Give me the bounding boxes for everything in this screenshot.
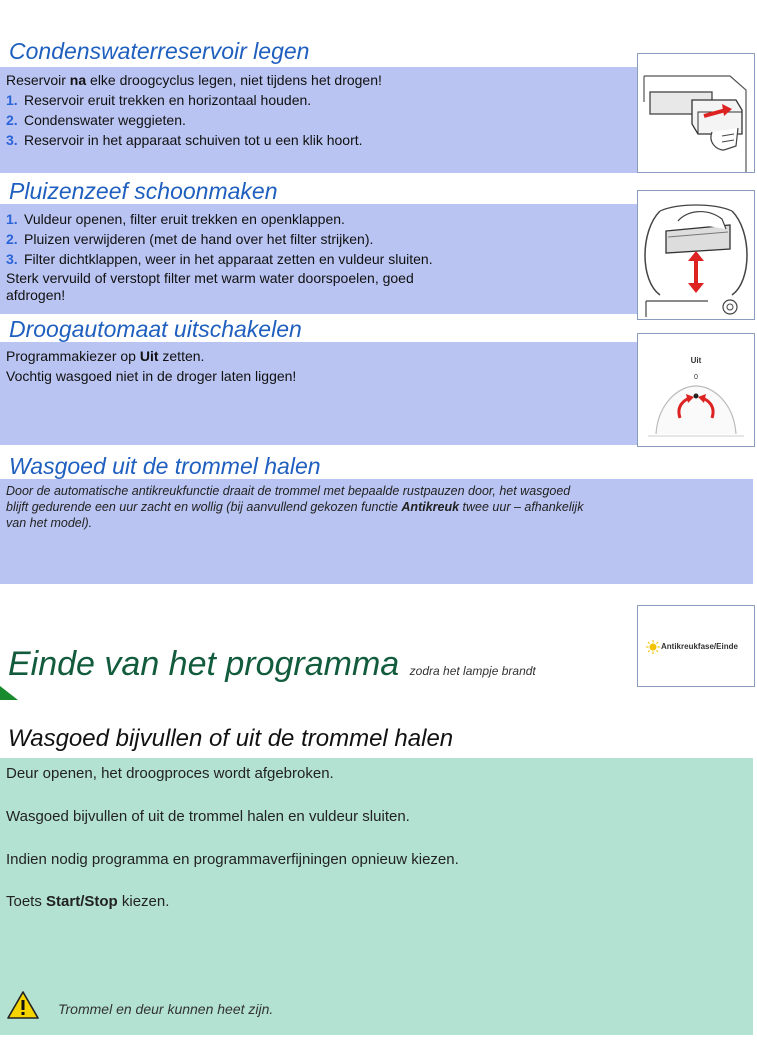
line-bold: Start/Stop (46, 893, 118, 910)
line-text-rest: twee uur – afhankelijk (459, 500, 584, 514)
end-program-heading (8, 644, 536, 684)
intro-text-rest: elke droogcyclus legen, niet tijdens het drogen! (86, 72, 382, 88)
step-number: 3. (6, 132, 18, 148)
refill-line-3: Indien nodig programma en programmaverfijningen opnieuw kiezen. (6, 851, 459, 868)
reservoir-step-2 (6, 112, 186, 129)
reservoir-intro (6, 72, 382, 89)
end-indicator-label: Antikreukfase/Einde (661, 642, 738, 651)
switch-off-line-2: Vochtig wasgoed niet in de droger laten liggen! (6, 368, 297, 384)
line-text: blijft gedurende een uur zacht en wollig (bij aanvullend gekozen functie (6, 500, 402, 514)
switch-off-line-1 (6, 348, 204, 365)
remove-laundry-line-3: van het model). (6, 516, 93, 530)
section-title-remove-laundry: Wasgoed uit de trommel halen (9, 453, 321, 479)
intro-bold: na (69, 72, 87, 88)
step-number: 1. (6, 92, 18, 108)
dial-label: Uit (690, 356, 702, 365)
lint-filter-icon (638, 191, 754, 319)
line-text-rest: zetten. (158, 348, 205, 364)
dial-zero-mark: 0 (694, 374, 698, 381)
lint-step-2 (6, 231, 373, 248)
lint-note-1: Sterk vervuild of verstopt filter met warm water doorspoelen, goed (6, 270, 414, 286)
reservoir-step-1 (6, 92, 311, 109)
step-number: 1. (6, 211, 18, 227)
lint-step-3 (6, 251, 433, 268)
line-text-rest: kiezen. (117, 893, 170, 910)
refill-line-1: Deur openen, het droogproces wordt afgebroken. (6, 765, 334, 782)
step-text: Vuldeur openen, filter eruit trekken en openklappen. (24, 211, 345, 227)
end-program-subtitle: zodra het lampje brandt (409, 664, 536, 678)
warning-text: Trommel en deur kunnen heet zijn. (58, 1001, 274, 1017)
lint-step-1 (6, 211, 345, 228)
step-number: 2. (6, 231, 18, 247)
step-text: Filter dichtklappen, weer in het apparaat zetten en vuldeur sluiten. (24, 251, 433, 267)
intro-text: Reservoir (6, 72, 70, 88)
lint-filter-illustration (637, 190, 755, 320)
refill-line-2: Wasgoed bijvullen of uit de trommel halen en vuldeur sluiten. (6, 808, 410, 825)
step-number: 2. (6, 112, 18, 128)
end-program-title: Einde van het programma (8, 645, 400, 683)
step-text: Condenswater weggieten. (24, 112, 186, 128)
section-title-reservoir: Condenswaterreservoir legen (9, 38, 310, 64)
step-number: 3. (6, 251, 18, 267)
line-bold: Uit (139, 348, 159, 364)
remove-laundry-line-2 (6, 500, 583, 515)
reservoir-illustration (637, 53, 755, 173)
lint-note-2: afdrogen! (6, 287, 66, 303)
remove-laundry-line-1: Door de automatische antikreukfunctie draait de trommel met bepaalde rustpauzen door, het wasgoed (6, 484, 571, 498)
reservoir-step-3 (6, 132, 363, 149)
green-corner-marker (0, 686, 18, 700)
step-text: Reservoir in het apparaat schuiven tot u een klik hoort. (24, 132, 363, 148)
section-title-lint-filter: Pluizenzeef schoonmaken (9, 178, 278, 204)
step-text: Reservoir eruit trekken en horizontaal houden. (24, 92, 312, 108)
step-text: Pluizen verwijderen (met de hand over het filter strijken). (24, 231, 374, 247)
reservoir-drawer-icon (638, 54, 754, 172)
dial-illustration (637, 333, 755, 447)
section-title-refill: Wasgoed bijvullen of uit de trommel halen (8, 725, 454, 752)
line-text: Programmakiezer op (6, 348, 140, 364)
refill-line-4 (6, 893, 169, 911)
line-bold: Antikreuk (401, 500, 460, 514)
end-indicator-box (637, 605, 755, 687)
section-title-switch-off: Droogautomaat uitschakelen (9, 316, 302, 342)
line-text: Toets (6, 893, 47, 910)
program-dial-icon (638, 334, 754, 446)
warning-icon (6, 990, 40, 1020)
lamp-icon (646, 640, 660, 654)
